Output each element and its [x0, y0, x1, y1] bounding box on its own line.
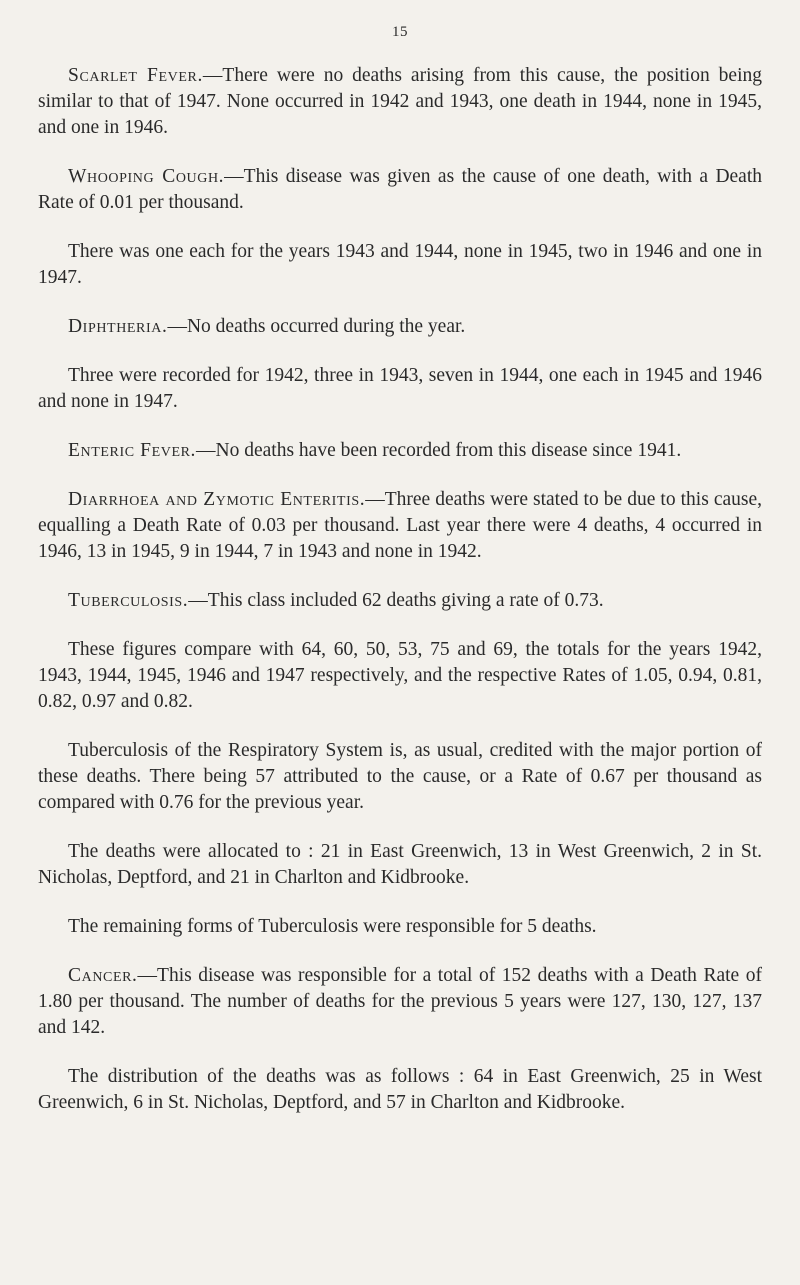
paragraph-enteric-fever: [38, 438, 762, 464]
paragraph-tuberculosis-comparison: [38, 637, 762, 715]
paragraph-scarlet-fever: [38, 63, 762, 141]
paragraph-text: —This disease was given as the cause of one death, with a Death Rate of 0.01 per thousand.: [38, 166, 762, 213]
section-heading: Cancer.: [68, 965, 138, 986]
section-heading: Scarlet Fever.: [68, 65, 203, 86]
paragraph-text: These figures compare with 64, 60, 50, 53, 75 and 69, the totals for the years 1942, 1943, 1944, 1945, 1946 and 1947 respectively, and the respective Rates of 1.05, 0.94, 0.81, 0.82, 0.97 and 0.82.: [38, 639, 762, 712]
section-heading: Diphtheria.: [68, 316, 168, 337]
paragraph-tuberculosis: [38, 588, 762, 614]
paragraph-tuberculosis-other-forms: [38, 914, 762, 940]
section-heading: Tuberculosis.: [68, 590, 189, 611]
section-heading: Enteric Fever.: [68, 440, 197, 461]
paragraph-text: —Three deaths were stated to be due to this cause, equalling a Death Rate of 0.03 per thousand. Last year there were 4 deaths, 4 occurred in 1946, 13 in 1945, 9 in 1944, 7 in 1943 and none in 1942.: [38, 489, 763, 562]
paragraph-text: Three were recorded for 1942, three in 1943, seven in 1944, one each in 1945 and 1946 and none in 1947.: [38, 365, 762, 412]
paragraph-whooping-cough-years: [38, 239, 762, 291]
section-heading: Diarrhoea and Zymotic Enteritis.: [68, 489, 366, 510]
paragraph-text: —There were no deaths arising from this cause, the position being similar to that of 1947. None occurred in 1942 and 1943, one death in 1944, none in 1945, and one in 1946.: [38, 65, 762, 138]
paragraph-diphtheria-years: [38, 363, 762, 415]
paragraph-text: The distribution of the deaths was as follows : 64 in East Greenwich, 25 in West Greenwich, 6 in St. Nicholas, Deptford, and 57 in Charlton and Kidbrooke.: [38, 1066, 762, 1113]
paragraph-text: —No deaths have been recorded from this disease since 1941.: [196, 440, 682, 461]
paragraph-text: —This disease was responsible for a total of 152 deaths with a Death Rate of 1.80 per thousand. The number of deaths for the previous 5 years were 127, 130, 127, 137 and 142.: [38, 965, 762, 1038]
paragraph-whooping-cough: [38, 164, 762, 216]
paragraph-text: The remaining forms of Tuberculosis were responsible for 5 deaths.: [68, 916, 597, 937]
paragraph-text: —This class included 62 deaths giving a rate of 0.73.: [188, 590, 604, 611]
paragraph-text: —No deaths occurred during the year.: [167, 316, 466, 337]
paragraph-cancer-distribution: [38, 1064, 762, 1116]
section-heading: Whooping Cough.: [68, 166, 225, 187]
paragraph-cancer: [38, 963, 762, 1041]
paragraph-tuberculosis-respiratory: [38, 738, 762, 816]
paragraph-text: Tuberculosis of the Respiratory System is, as usual, credited with the major portion of these deaths. There being 57 attributed to the cause, or a Rate of 0.67 per thousand as compared with 0.76 for the previous year.: [38, 740, 762, 813]
paragraph-text: The deaths were allocated to : 21 in East Greenwich, 13 in West Greenwich, 2 in St. Nicholas, Deptford, and 21 in Charlton and Kidbrooke.: [38, 841, 762, 888]
paragraph-text: There was one each for the years 1943 and 1944, none in 1945, two in 1946 and one in 1947.: [38, 241, 762, 288]
paragraph-diphtheria: [38, 314, 762, 340]
paragraph-tuberculosis-allocation: [38, 839, 762, 891]
page-number: 15: [392, 24, 408, 40]
paragraph-diarrhoea: [38, 487, 762, 565]
